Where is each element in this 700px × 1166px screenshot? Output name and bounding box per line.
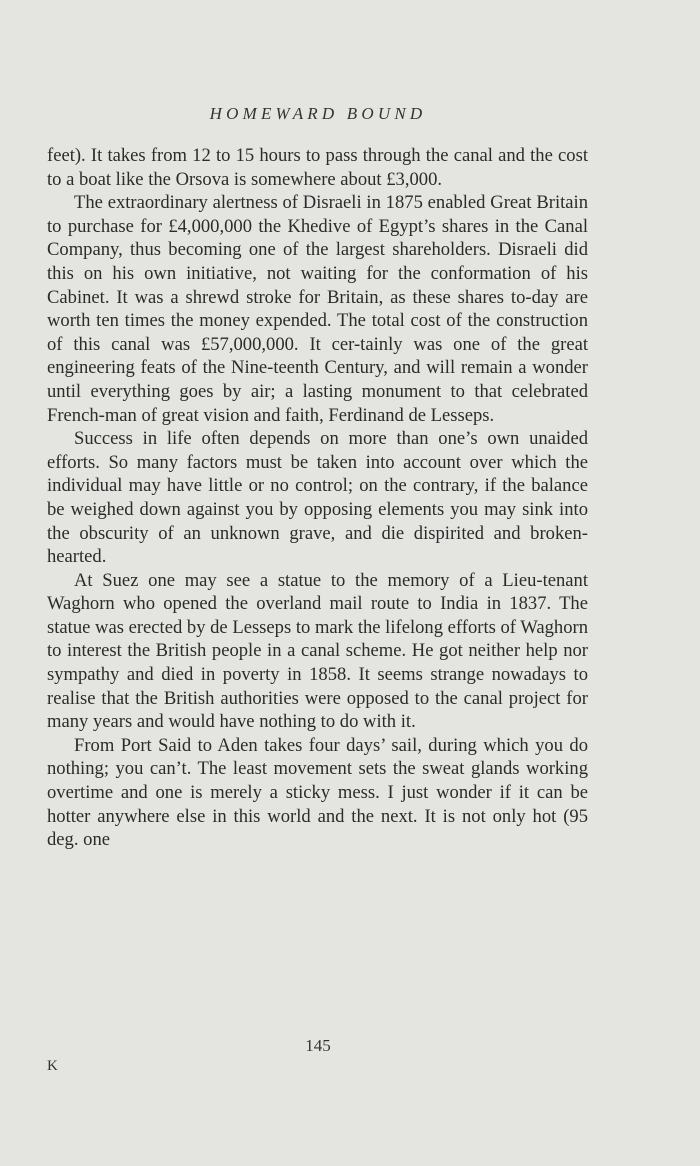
paragraph-4: At Suez one may see a statue to the memory of a Lieu-tenant Waghorn who opened the overland mail route to India in 1837. The statue was erected by de Lesseps to mark the lifelong efforts of Waghorn to interest the British people in a canal scheme. He got neither help nor sympathy and died in poverty in 1858. It seems strange nowadays to realise that the British authorities were opposed to the canal project for many years and would have nothing to do with it.: [47, 569, 588, 733]
paragraph-5: From Port Said to Aden takes four days’ sail, during which you do nothing; you can’t. The least movement sets the sweat glands working overtime and one is merely a sticky mess. I just wonder if it can be hotter anywhere else in this world and the next. It is not only hot (95 deg. one: [47, 734, 588, 851]
paragraph-3: Success in life often depends on more than one’s own unaided efforts. So many factors must be taken into account over which the individual may have little or no control; on the contrary, if the balance be weighed down against you by opposing elements you may sink into the obscurity of an unknown grave, and die dispirited and broken-hearted.: [47, 428, 588, 568]
body-text: [47, 144, 588, 852]
page-number: 145: [305, 1036, 331, 1055]
paragraph-1: feet). It takes from 12 to 15 hours to pass through the canal and the cost to a boat like the Orsova is somewhere about £3,000.: [47, 145, 588, 190]
running-head: HOMEWARD BOUND: [209, 104, 427, 123]
paragraph-2: The extraordinary alertness of Disraeli in 1875 enabled Great Britain to purchase for £4,000,000 the Khedive of Egypt’s shares in the Canal Company, thus becoming one of the largest shareholders. Disraeli did this on his own initiative, not waiting for the conformation of his Cabinet. It was a shrewd stroke for Britain, as these shares to-day are worth ten times the money expended. The total cost of the construction of this canal was £57,000,000. It cer-tainly was one of the great engineering feats of the Nine-teenth Century, and will remain a wonder until everything goes by air; a lasting monument to that celebrated French-man of great vision and faith, Ferdinand de Lesseps.: [47, 192, 588, 426]
signature-mark: K: [47, 1058, 58, 1074]
